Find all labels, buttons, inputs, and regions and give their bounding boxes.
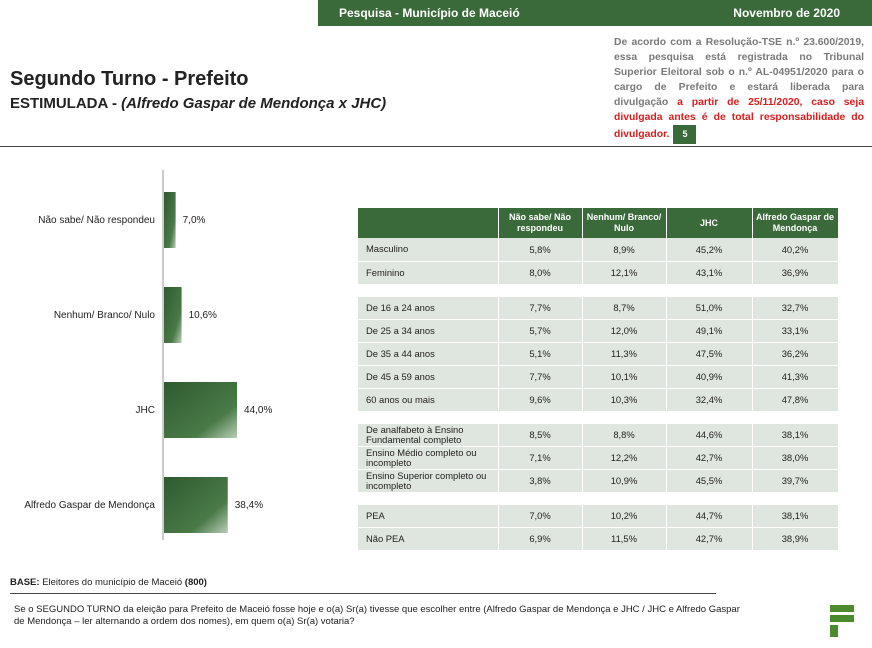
table-spacer — [358, 492, 838, 504]
header-bar — [318, 0, 872, 26]
table-cell: 32,7% — [752, 296, 838, 319]
legal-text: De acordo com a Resolução-TSE n.º 23.600/2019, essa pesquisa está registrada no Tribunal Superior Eleitoral sob o n.º AL-04951/2020 para o cargo de Prefeito e estará liberada para divulgação — [614, 37, 864, 108]
table-spacer — [358, 411, 838, 423]
table-row — [358, 261, 838, 284]
table-cell: 8,7% — [582, 296, 666, 319]
data-label: 7,0% — [182, 215, 206, 226]
page-title: Segundo Turno - Prefeito — [10, 68, 249, 90]
table-cell: 51,0% — [666, 296, 752, 319]
table-row — [358, 446, 838, 469]
data-label: 38,4% — [234, 500, 264, 511]
table-cell: 33,1% — [752, 319, 838, 342]
table-cell: 47,8% — [752, 388, 838, 411]
spacer-cell — [666, 284, 752, 296]
table-cell: 44,7% — [666, 504, 752, 527]
table-row — [358, 527, 838, 550]
spacer-cell — [666, 492, 752, 504]
table-cell: 5,7% — [498, 319, 582, 342]
table-row — [358, 423, 838, 446]
survey-question: Se o SEGUNDO TURNO da eleição para Prefeito de Maceió fosse hoje e o(a) Sr(a) tivesse que escolher entre (Alfredo Gaspar de Mendonça e JHC / JHC e Alfredo Gaspar de Mendonça – ler alternando a ordem dos nomes), em quem o(a) Sr(a) votaria? — [14, 604, 740, 627]
table-cell: 7,7% — [498, 365, 582, 388]
table-cell: 12,1% — [582, 261, 666, 284]
table-cell: 43,1% — [666, 261, 752, 284]
row-label: PEA — [358, 504, 498, 527]
table-cell: 5,1% — [498, 342, 582, 365]
table-cell: 8,9% — [582, 238, 666, 261]
table-cell: 38,0% — [752, 446, 838, 469]
page-number: 5 — [673, 125, 696, 144]
spacer-cell — [582, 492, 666, 504]
table-cell: 7,7% — [498, 296, 582, 319]
table-cell: 38,9% — [752, 527, 838, 550]
spacer-cell — [358, 492, 498, 504]
row-label: De 35 a 44 anos — [358, 342, 498, 365]
table-cell: 38,1% — [752, 423, 838, 446]
table-header-cell: Nenhum/ Branco/ Nulo — [582, 208, 666, 238]
row-label: De analfabeto à Ensino Fundamental completo — [358, 423, 498, 446]
legal-notice — [614, 35, 864, 144]
table-header-cell — [358, 208, 498, 238]
table-row — [358, 469, 838, 492]
table-cell: 47,5% — [666, 342, 752, 365]
spacer-cell — [358, 284, 498, 296]
category-label: Não sabe/ Não respondeu — [38, 215, 155, 226]
subtitle-plain: ESTIMULADA - — [10, 95, 122, 112]
row-label: De 16 a 24 anos — [358, 296, 498, 319]
table-cell: 5,8% — [498, 238, 582, 261]
base-label: BASE: — [10, 577, 40, 588]
table-cell: 45,2% — [666, 238, 752, 261]
spacer-cell — [752, 411, 838, 423]
page-subtitle — [10, 95, 386, 112]
table-header-cell: Não sabe/ Não respondeu — [498, 208, 582, 238]
table-row — [358, 365, 838, 388]
table-cell: 7,1% — [498, 446, 582, 469]
survey-title: Pesquisa - Município de Maceió — [339, 6, 520, 20]
spacer-cell — [582, 411, 666, 423]
table-cell: 41,3% — [752, 365, 838, 388]
table-cell: 36,9% — [752, 261, 838, 284]
table-cell: 42,7% — [666, 527, 752, 550]
category-label: JHC — [135, 405, 155, 416]
table-cell: 7,0% — [498, 504, 582, 527]
legal-highlight: a partir de 25/11/2020, caso seja divulgada antes é de total responsabilidade do divulgador. — [614, 97, 865, 140]
base-note — [10, 577, 207, 588]
row-label: Não PEA — [358, 527, 498, 550]
table-cell: 45,5% — [666, 469, 752, 492]
table-cell: 12,2% — [582, 446, 666, 469]
table-row — [358, 319, 838, 342]
table-cell: 44,6% — [666, 423, 752, 446]
row-label: Feminino — [358, 261, 498, 284]
bar — [164, 287, 182, 343]
category-label: Alfredo Gaspar de Mendonça — [24, 500, 155, 511]
table-cell: 9,6% — [498, 388, 582, 411]
table-spacer — [358, 284, 838, 296]
table-cell: 32,4% — [666, 388, 752, 411]
table-cell: 10,9% — [582, 469, 666, 492]
top-divider — [0, 146, 872, 147]
survey-date: Novembro de 2020 — [733, 6, 840, 20]
table-cell: 11,5% — [582, 527, 666, 550]
bar — [164, 382, 237, 438]
table-cell: 10,1% — [582, 365, 666, 388]
row-label: De 45 a 59 anos — [358, 365, 498, 388]
table-cell: 40,2% — [752, 238, 838, 261]
table-header-cell: JHC — [666, 208, 752, 238]
table-row — [358, 296, 838, 319]
table-cell: 39,7% — [752, 469, 838, 492]
spacer-cell — [498, 411, 582, 423]
spacer-cell — [582, 284, 666, 296]
row-label: Ensino Médio completo ou incompleto — [358, 446, 498, 469]
table-cell: 36,2% — [752, 342, 838, 365]
table-cell: 11,3% — [582, 342, 666, 365]
table-cell: 12,0% — [582, 319, 666, 342]
data-label: 10,6% — [188, 310, 217, 321]
spacer-cell — [752, 284, 838, 296]
category-label: Nenhum/ Branco/ Nulo — [53, 310, 155, 321]
row-label: Ensino Superior completo ou incompleto — [358, 469, 498, 492]
brand-logo-icon — [828, 603, 858, 639]
table-header-row — [358, 208, 838, 238]
table-cell: 38,1% — [752, 504, 838, 527]
table-cell: 42,7% — [666, 446, 752, 469]
table-row — [358, 504, 838, 527]
table-cell: 10,3% — [582, 388, 666, 411]
table-cell: 40,9% — [666, 365, 752, 388]
base-text: Eleitores do município de Maceió — [39, 577, 185, 588]
bottom-divider — [10, 593, 716, 594]
table-cell: 10,2% — [582, 504, 666, 527]
table-cell: 6,9% — [498, 527, 582, 550]
subtitle-italic: (Alfredo Gaspar de Mendonça x JHC) — [121, 95, 387, 112]
row-label: 60 anos ou mais — [358, 388, 498, 411]
spacer-cell — [358, 411, 498, 423]
table-row — [358, 388, 838, 411]
spacer-cell — [498, 492, 582, 504]
data-label: 44,0% — [244, 405, 273, 416]
spacer-cell — [498, 284, 582, 296]
row-label: Masculino — [358, 238, 498, 261]
table-header-cell: Alfredo Gaspar de Mendonça — [752, 208, 838, 238]
crosstab-table — [358, 208, 839, 551]
bar — [164, 477, 228, 533]
table-cell: 8,0% — [498, 261, 582, 284]
row-label: De 25 a 34 anos — [358, 319, 498, 342]
table-cell: 8,8% — [582, 423, 666, 446]
table-row — [358, 238, 838, 261]
table-cell: 8,5% — [498, 423, 582, 446]
spacer-cell — [666, 411, 752, 423]
bar — [164, 192, 176, 248]
base-count: (800) — [184, 577, 207, 588]
table-row — [358, 342, 838, 365]
table-cell: 49,1% — [666, 319, 752, 342]
bar-chart — [0, 170, 350, 550]
table-cell: 3,8% — [498, 469, 582, 492]
spacer-cell — [752, 492, 838, 504]
